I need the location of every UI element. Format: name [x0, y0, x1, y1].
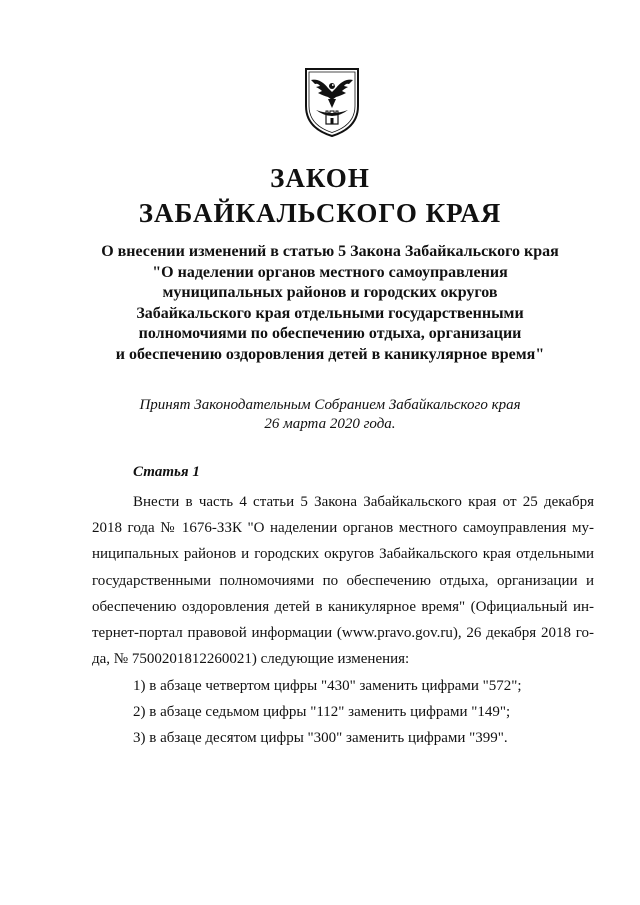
- paragraph-line: 2018 года № 1676-ЗЗК "О наделении органов местного самоуправления му-: [92, 520, 594, 537]
- adoption-note: [80, 396, 580, 434]
- subtitle-line: О внесении изменений в статью 5 Закона Забайкальского края: [101, 243, 559, 260]
- law-title: ЗАКОН: [270, 163, 370, 193]
- list-item: 2) в абзаце седьмом цифры "112" заменить цифрами "149";: [133, 704, 511, 721]
- paragraph-line: обеспечению оздоровления детей в каникулярное время" (Официальный ин-: [92, 598, 594, 615]
- adoption-line: Принят Законодательным Собранием Забайкальского края: [139, 397, 521, 413]
- list-item: 1) в абзаце четвертом цифры "430" заменить цифрами "572";: [133, 678, 522, 694]
- subtitle-line: "О наделении органов местного самоуправления: [152, 263, 508, 281]
- paragraph-line: да, № 7500201812260021) следующие изменения:: [92, 651, 410, 668]
- region-title: ЗАБАЙКАЛЬСКОГО КРАЯ: [138, 198, 502, 228]
- amendments-list: [133, 673, 522, 752]
- coat-of-arms-icon: [302, 66, 362, 138]
- subtitle-line: полномочиями по обеспечению отдыха, организации: [138, 325, 522, 342]
- paragraph-line: тернет-портал правовой информации (www.pravo.gov.ru), 26 декабря 2018 го-: [92, 624, 594, 641]
- law-subtitle: [80, 242, 580, 365]
- adoption-date: 26 марта 2020 года.: [264, 416, 396, 432]
- subtitle-line: Забайкальского края отдельными государственными: [136, 304, 524, 322]
- article-heading: Статья 1: [133, 464, 200, 480]
- paragraph-line: ниципальных районов и городских округов Забайкальского края отдельными: [92, 546, 594, 563]
- paragraph-line: Внести в часть 4 статьи 5 Закона Забайкальского края от 25 декабря: [133, 494, 594, 510]
- list-item: 3) в абзаце десятом цифры "300" заменить цифрами "399".: [133, 730, 508, 747]
- subtitle-line: муниципальных районов и городских округов: [162, 284, 498, 301]
- subtitle-line: и обеспечению оздоровления детей в каникулярное время": [115, 345, 545, 363]
- paragraph-line: государственными полномочиями по обеспечению отдыха, организации и: [92, 572, 594, 589]
- article-paragraph: [92, 489, 594, 672]
